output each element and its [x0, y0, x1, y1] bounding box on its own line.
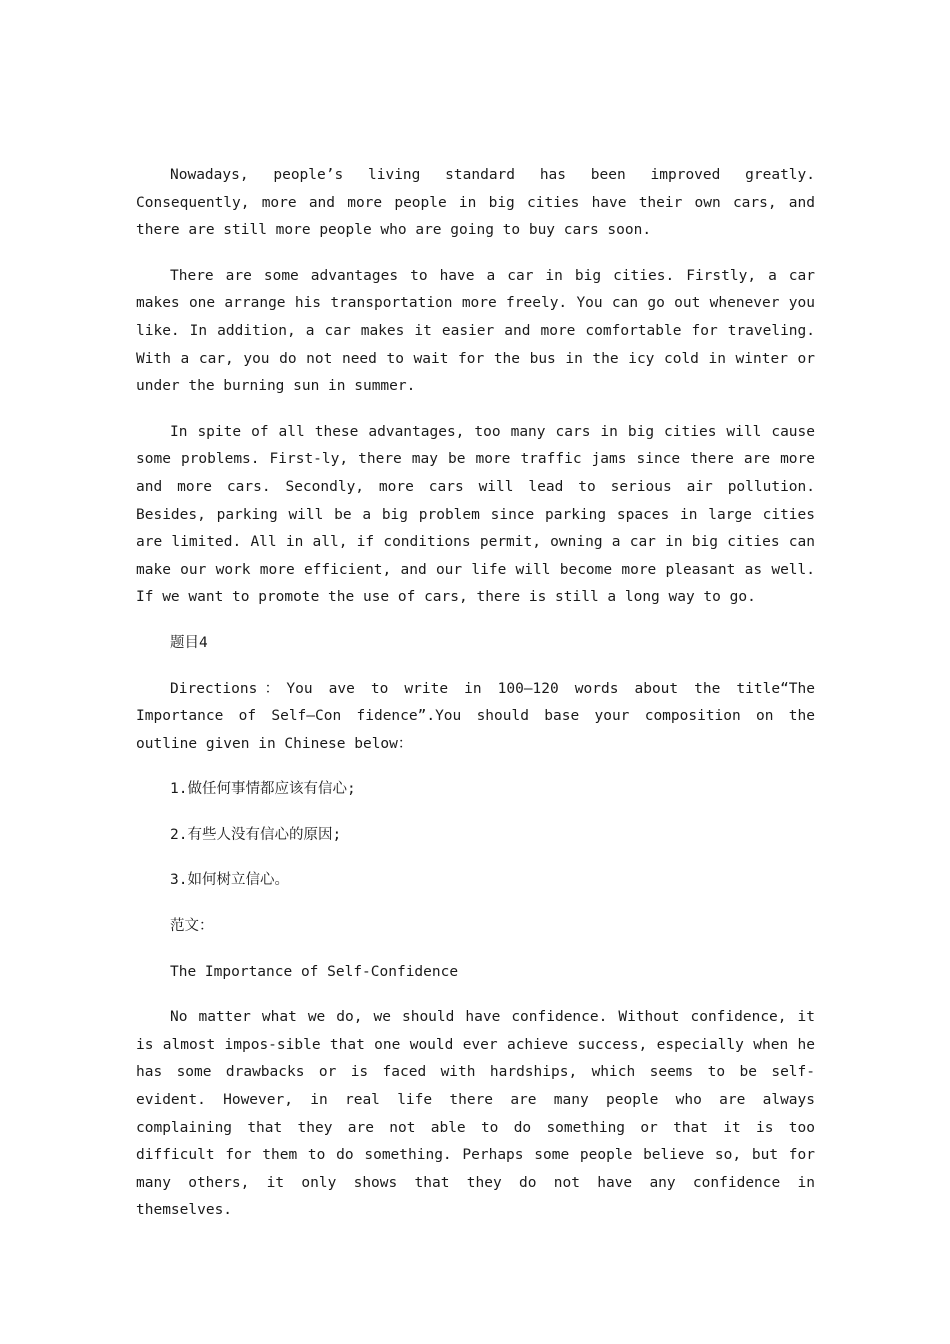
outline-item-1: 1.做任何事情都应该有信心;: [170, 781, 356, 798]
directions-paragraph: Directions：You ave to write in 100—120 words about the title“The Importance of Self—Con fidence”.You should base your composition on the outline given in Chinese below：: [136, 680, 815, 752]
essay-paragraph-1: Nowadays, people’s living standard has been improved greatly. Consequently, more and more people in big cities have their own cars, and there are still more people who are going to buy cars soon.: [136, 167, 815, 239]
sample-essay-label: 范文：: [170, 918, 214, 935]
sample-essay-title: The Importance of Self-Confidence: [170, 963, 459, 980]
essay-paragraph-2: There are some advantages to have a car in big cities. Firstly, a car makes one arrange his transportation more freely. You can go out whenever you like. In addition, a car makes it easier and more comfortable for traveling. With a car, you do not need to wait for the bus in the icy cold in winter or under the burning sun in summer.: [136, 267, 815, 395]
question-heading: 题目4: [170, 634, 208, 651]
sample-essay-paragraph-1: No matter what we do, we should have confidence. Without confidence, it is almost impos-sible that one would ever achieve success, especially when he has some drawbacks or is faced with hardships, which seems to be self-evident. However, in real life there are many people who are always complaining that they are not able to do something or that it is too difficult for them to do something. Perhaps some people believe so, but for many others, it only shows that they do not have any confidence in themselves.: [136, 1009, 815, 1219]
outline-item-2: 2.有些人没有信心的原因;: [170, 826, 342, 843]
document-body: [136, 162, 815, 1225]
outline-item-3: 3.如何树立信心。: [170, 872, 289, 889]
essay-paragraph-3: In spite of all these advantages, too many cars in big cities will cause some problems. First-ly, there may be more traffic jams since there are more and more cars. Secondly, more cars will lead to serious air pollution. Besides, parking will be a big problem since parking spaces in large cities are limited. All in all, if conditions permit, owning a car in big cities can make our work more efficient, and our life will become more pleasant as well. If we want to promote the use of cars, there is still a long way to go.: [136, 423, 815, 606]
